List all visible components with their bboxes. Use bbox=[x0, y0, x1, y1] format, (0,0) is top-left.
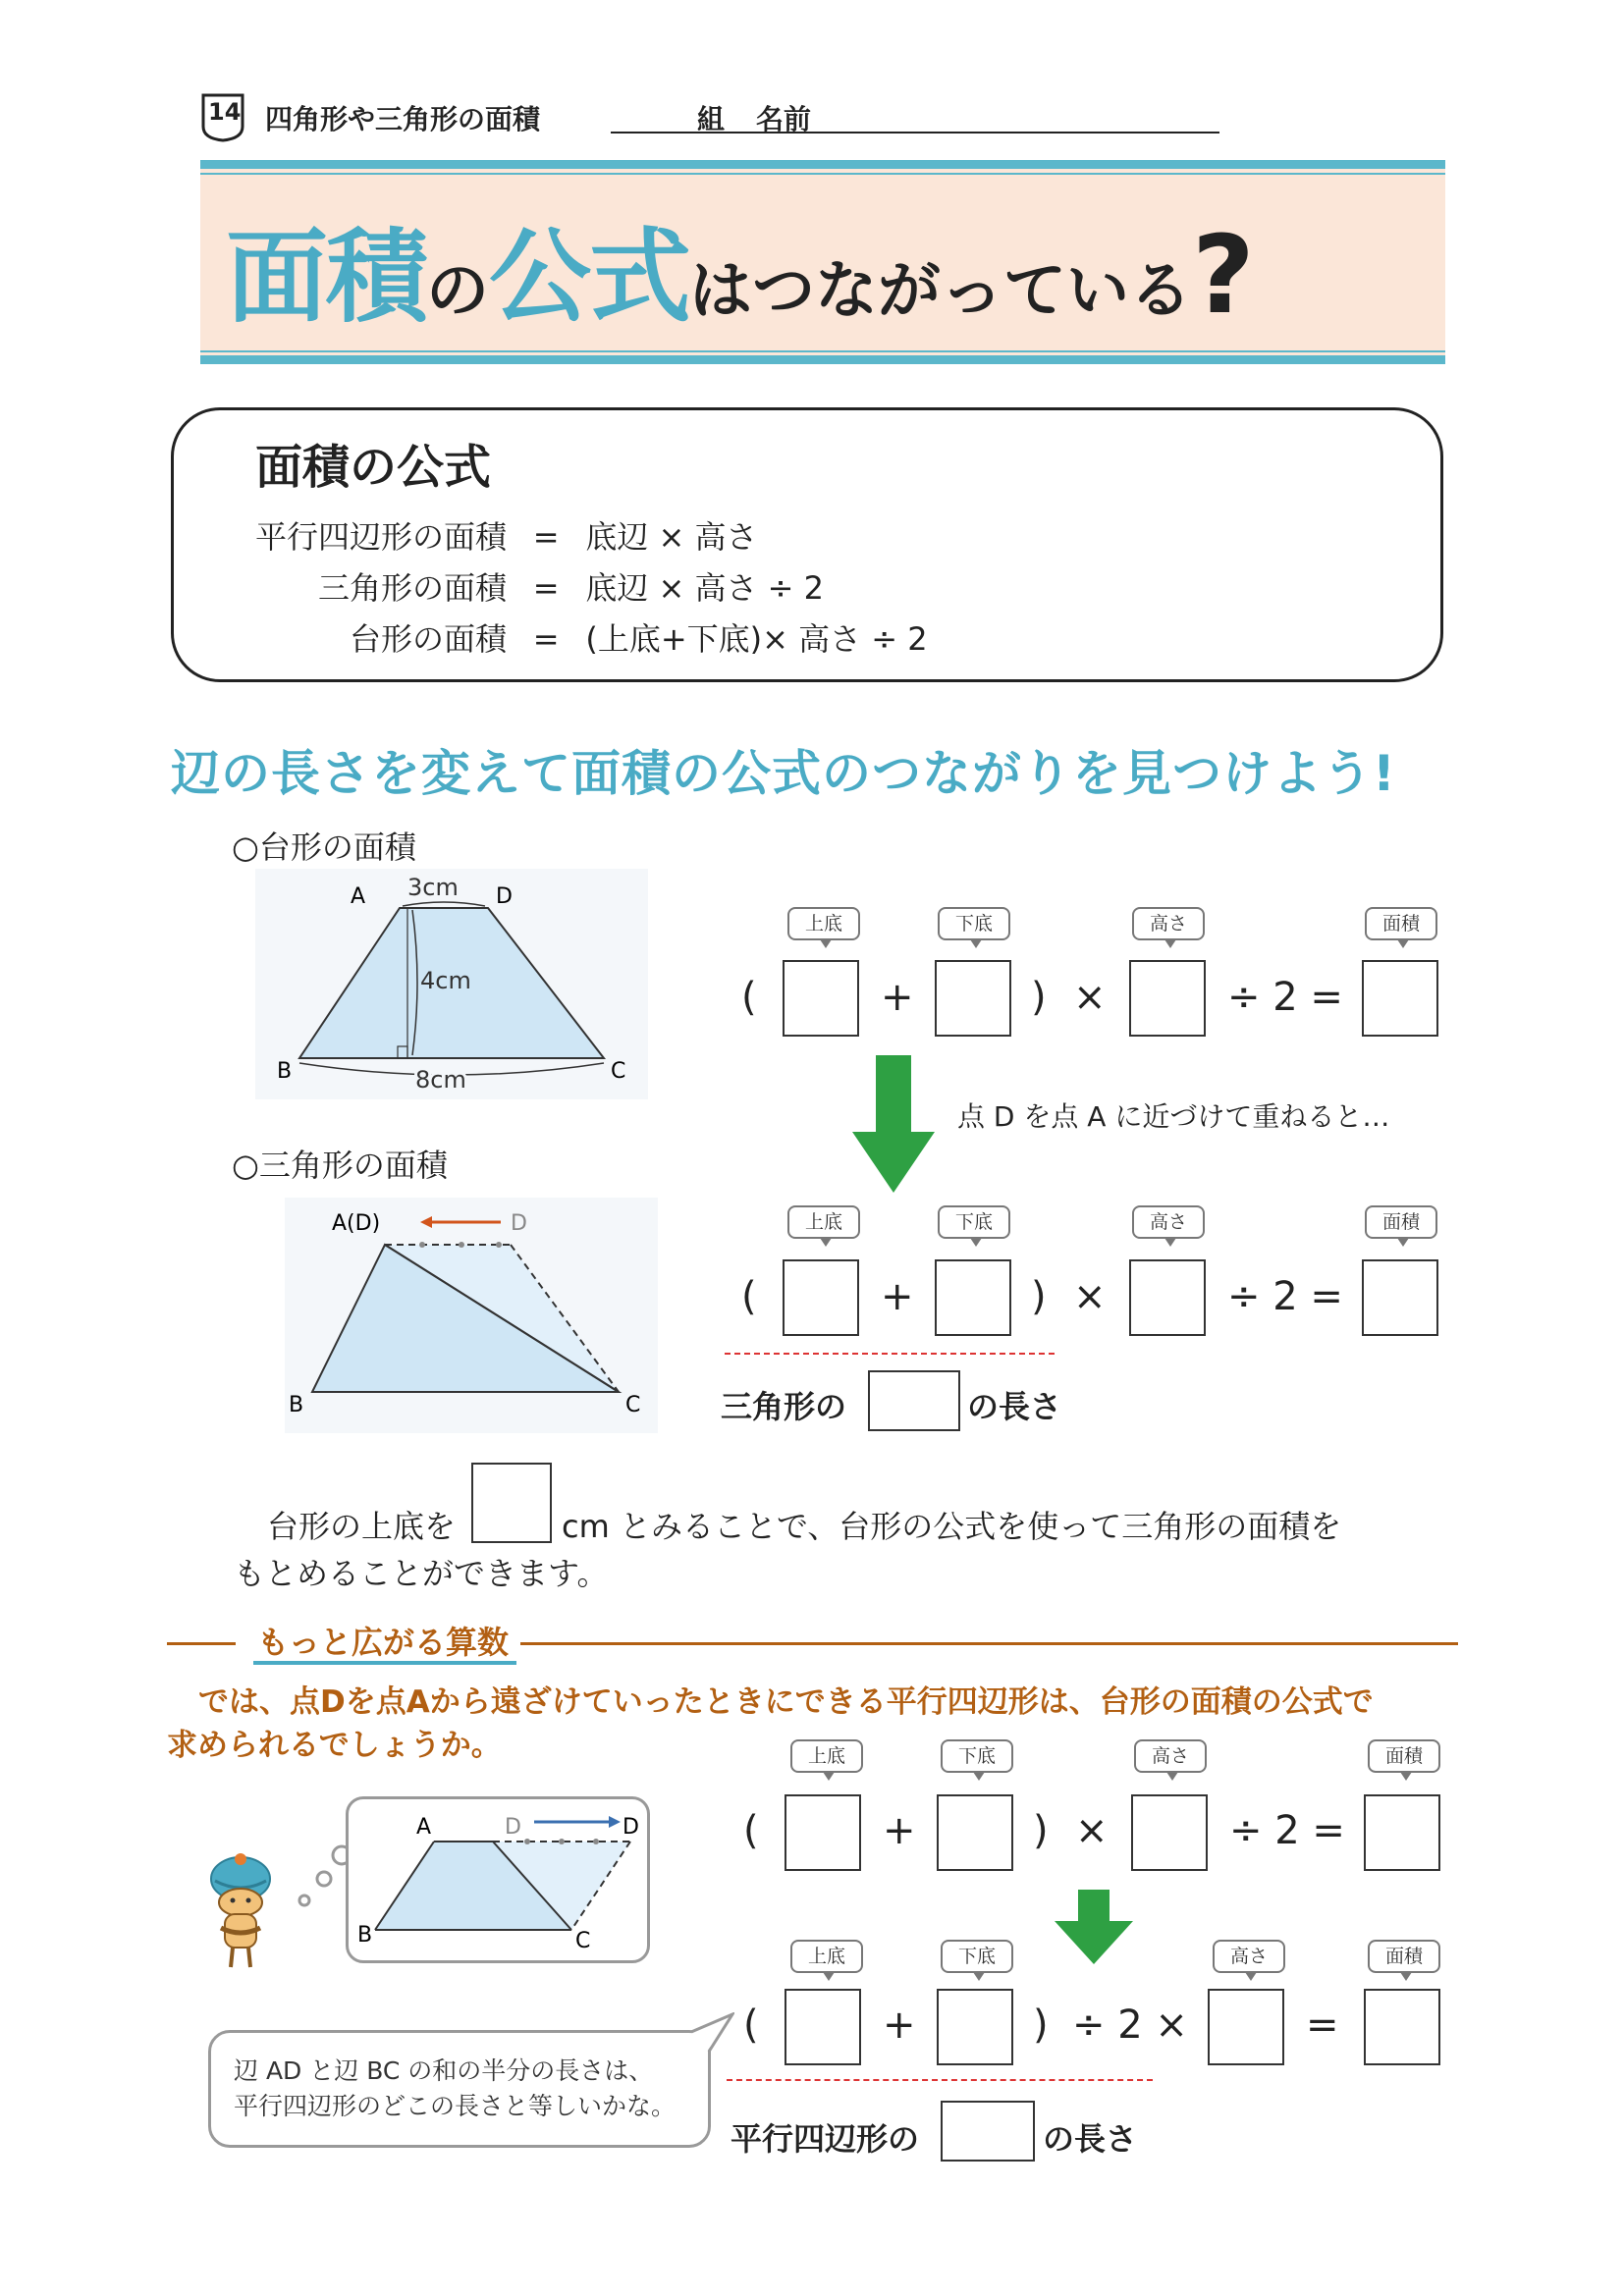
explanation-line1-post: cm とみることで、台形の公式を使って三角形の面積を bbox=[562, 1508, 1342, 1545]
vertex-label: D bbox=[496, 884, 513, 909]
formula-name: 三角形の面積 bbox=[317, 569, 507, 607]
formula-expression: 底辺 × 高さ bbox=[585, 518, 758, 556]
vertex-label: A bbox=[351, 884, 366, 909]
wavy-underline bbox=[727, 2075, 1153, 2081]
open-paren: ( bbox=[743, 1808, 759, 1853]
lower-base-tag: 下底 bbox=[938, 1205, 1010, 1239]
upper-base-length-box[interactable] bbox=[471, 1463, 552, 1543]
trapezoid-label: ○台形の面積 bbox=[232, 828, 416, 866]
lower-base-answer-box[interactable] bbox=[935, 960, 1011, 1037]
area-answer-box[interactable] bbox=[1362, 960, 1438, 1037]
trapezoid-figure bbox=[255, 869, 648, 1099]
explanation-line2: もとめることができます。 bbox=[234, 1555, 609, 1592]
close-paren: ) bbox=[1031, 975, 1047, 1020]
triangle-figure bbox=[285, 1198, 658, 1433]
banner-line bbox=[200, 350, 1445, 352]
open-paren: ( bbox=[743, 2002, 759, 2048]
triangle-of-label: 三角形の bbox=[721, 1388, 847, 1425]
wavy-underline bbox=[725, 1349, 1055, 1355]
title-part: はつながっている bbox=[689, 255, 1193, 328]
formula-name: 平行四辺形の面積 bbox=[254, 518, 507, 556]
title-part: 公式 bbox=[489, 217, 690, 337]
times-sign: × bbox=[1073, 975, 1107, 1020]
upper-base-answer-box[interactable] bbox=[783, 1259, 859, 1336]
plus-sign: + bbox=[883, 1808, 916, 1853]
banner-line bbox=[200, 173, 1445, 175]
times-sign: × bbox=[1075, 1808, 1109, 1853]
length-of-label: の長さ bbox=[1043, 2120, 1138, 2158]
area-tag: 面積 bbox=[1365, 907, 1437, 940]
upper-base-answer-box[interactable] bbox=[785, 1794, 861, 1871]
divide-equals: ÷ 2 = bbox=[1227, 1274, 1343, 1319]
arrow-note: 点 D を点 A に近づけて重ねると… bbox=[957, 1100, 1390, 1133]
triangle-label: ○三角形の面積 bbox=[232, 1147, 448, 1184]
plus-sign: + bbox=[881, 1274, 914, 1319]
height-answer-box[interactable] bbox=[1129, 1259, 1206, 1336]
top-length-label: 3cm bbox=[407, 874, 459, 901]
page-title bbox=[226, 194, 1255, 342]
plus-sign: + bbox=[883, 2002, 916, 2048]
formula-eq: = bbox=[532, 620, 560, 658]
close-paren: ) bbox=[1031, 1274, 1047, 1319]
length-of-label: の長さ bbox=[967, 1388, 1062, 1425]
equals-sign: = bbox=[1306, 2002, 1339, 2048]
upper-base-tag: 上底 bbox=[790, 1739, 863, 1773]
area-answer-box[interactable] bbox=[1364, 1794, 1440, 1871]
section-divider bbox=[167, 1642, 236, 1645]
bubble-tail bbox=[687, 2012, 734, 2059]
height-tag: 高さ bbox=[1132, 907, 1205, 940]
unit-title: 四角形や三角形の面積 bbox=[265, 103, 541, 135]
formula-eq: = bbox=[532, 518, 560, 556]
height-answer-box[interactable] bbox=[1129, 960, 1206, 1037]
upper-base-tag: 上底 bbox=[787, 907, 860, 940]
divide-times: ÷ 2 × bbox=[1072, 2002, 1188, 2048]
formula-name: 台形の面積 bbox=[349, 620, 507, 658]
height-tag: 高さ bbox=[1132, 1205, 1205, 1239]
title-part: ? bbox=[1192, 212, 1255, 338]
bottom-length-label: 8cm bbox=[415, 1066, 466, 1094]
formula-heading: 面積の公式 bbox=[255, 440, 492, 495]
times-sign: × bbox=[1073, 1274, 1107, 1319]
height-tag: 高さ bbox=[1213, 1940, 1285, 1973]
vertex-label: A(D) bbox=[332, 1211, 381, 1236]
title-part: の bbox=[426, 255, 490, 328]
area-tag: 面積 bbox=[1368, 1940, 1440, 1973]
class-label: 組 bbox=[697, 103, 726, 135]
vertex-label: C bbox=[575, 1929, 591, 1953]
close-paren: ) bbox=[1033, 2002, 1049, 2048]
formula-row bbox=[232, 512, 758, 558]
thought-dots bbox=[295, 1843, 353, 1912]
open-paren: ( bbox=[741, 1274, 757, 1319]
name-label: 名前 bbox=[756, 103, 812, 135]
vertex-label: C bbox=[611, 1059, 626, 1084]
vertex-label: D bbox=[623, 1815, 639, 1840]
down-arrow-icon bbox=[1055, 1890, 1133, 1964]
lower-base-answer-box[interactable] bbox=[937, 1989, 1013, 2065]
title-part: 面積 bbox=[226, 217, 427, 337]
section-heading: 辺の長さを変えて面積の公式のつながりを見つけよう! bbox=[171, 745, 1396, 802]
plus-sign: + bbox=[881, 975, 914, 1020]
bubble-line2: 平行四辺形のどこの長さと等しいかな。 bbox=[234, 2092, 677, 2120]
close-paren: ) bbox=[1033, 1808, 1049, 1853]
unit-number: 14 bbox=[208, 98, 242, 126]
area-tag: 面積 bbox=[1365, 1205, 1437, 1239]
lower-base-tag: 下底 bbox=[941, 1739, 1013, 1773]
divide-equals: ÷ 2 = bbox=[1229, 1808, 1345, 1853]
section-divider bbox=[520, 1642, 1458, 1645]
formula-expression: 底辺 × 高さ ÷ 2 bbox=[585, 569, 825, 607]
motto-underline bbox=[253, 1661, 516, 1665]
parallelogram-of-label: 平行四辺形の bbox=[731, 2120, 920, 2158]
down-arrow-icon bbox=[852, 1055, 935, 1193]
lower-base-answer-box[interactable] bbox=[937, 1794, 1013, 1871]
motto-body-line1: では、点Dを点Aから遠ざけていったときにできる平行四辺形は、台形の面積の公式で bbox=[198, 1684, 1374, 1720]
upper-base-tag: 上底 bbox=[790, 1940, 863, 1973]
area-answer-box[interactable] bbox=[1364, 1989, 1440, 2065]
area-answer-box[interactable] bbox=[1362, 1259, 1438, 1336]
height-tag: 高さ bbox=[1134, 1739, 1207, 1773]
height-answer-box[interactable] bbox=[1208, 1989, 1284, 2065]
vertex-label: D bbox=[511, 1211, 527, 1236]
vertex-label: C bbox=[625, 1393, 641, 1417]
parallelogram-part-answer-box[interactable] bbox=[941, 2101, 1035, 2162]
formula-row bbox=[232, 614, 928, 660]
formula-eq: = bbox=[532, 569, 560, 607]
upper-base-answer-box[interactable] bbox=[783, 960, 859, 1037]
formula-expression: (上底+下底)× 高さ ÷ 2 bbox=[585, 620, 928, 658]
bubble-line1: 辺 AD と辺 BC の和の半分の長さは、 bbox=[234, 2056, 654, 2085]
upper-base-answer-box[interactable] bbox=[785, 1989, 861, 2065]
lower-base-tag: 下底 bbox=[938, 907, 1010, 940]
formula-row bbox=[232, 563, 824, 609]
vertex-label: D bbox=[505, 1815, 521, 1840]
area-tag: 面積 bbox=[1368, 1739, 1440, 1773]
triangle-part-answer-box[interactable] bbox=[868, 1370, 960, 1431]
open-paren: ( bbox=[741, 975, 757, 1020]
vertex-label: B bbox=[277, 1059, 293, 1084]
vertex-label: B bbox=[289, 1393, 304, 1417]
lower-base-tag: 下底 bbox=[941, 1940, 1013, 1973]
lower-base-answer-box[interactable] bbox=[935, 1259, 1011, 1336]
vertex-label: B bbox=[357, 1923, 373, 1948]
motto-heading: もっと広がる算数 bbox=[257, 1624, 510, 1661]
vertex-label: A bbox=[416, 1815, 432, 1840]
height-answer-box[interactable] bbox=[1131, 1794, 1208, 1871]
upper-base-tag: 上底 bbox=[787, 1205, 860, 1239]
parallelogram-figure bbox=[355, 1804, 640, 1956]
mascot-character bbox=[201, 1851, 285, 1971]
divide-equals: ÷ 2 = bbox=[1227, 975, 1343, 1020]
motto-body-line2: 求められるでしょうか。 bbox=[167, 1728, 502, 1763]
height-label: 4cm bbox=[420, 967, 471, 994]
explanation-line1-pre: 台形の上底を bbox=[267, 1508, 457, 1545]
